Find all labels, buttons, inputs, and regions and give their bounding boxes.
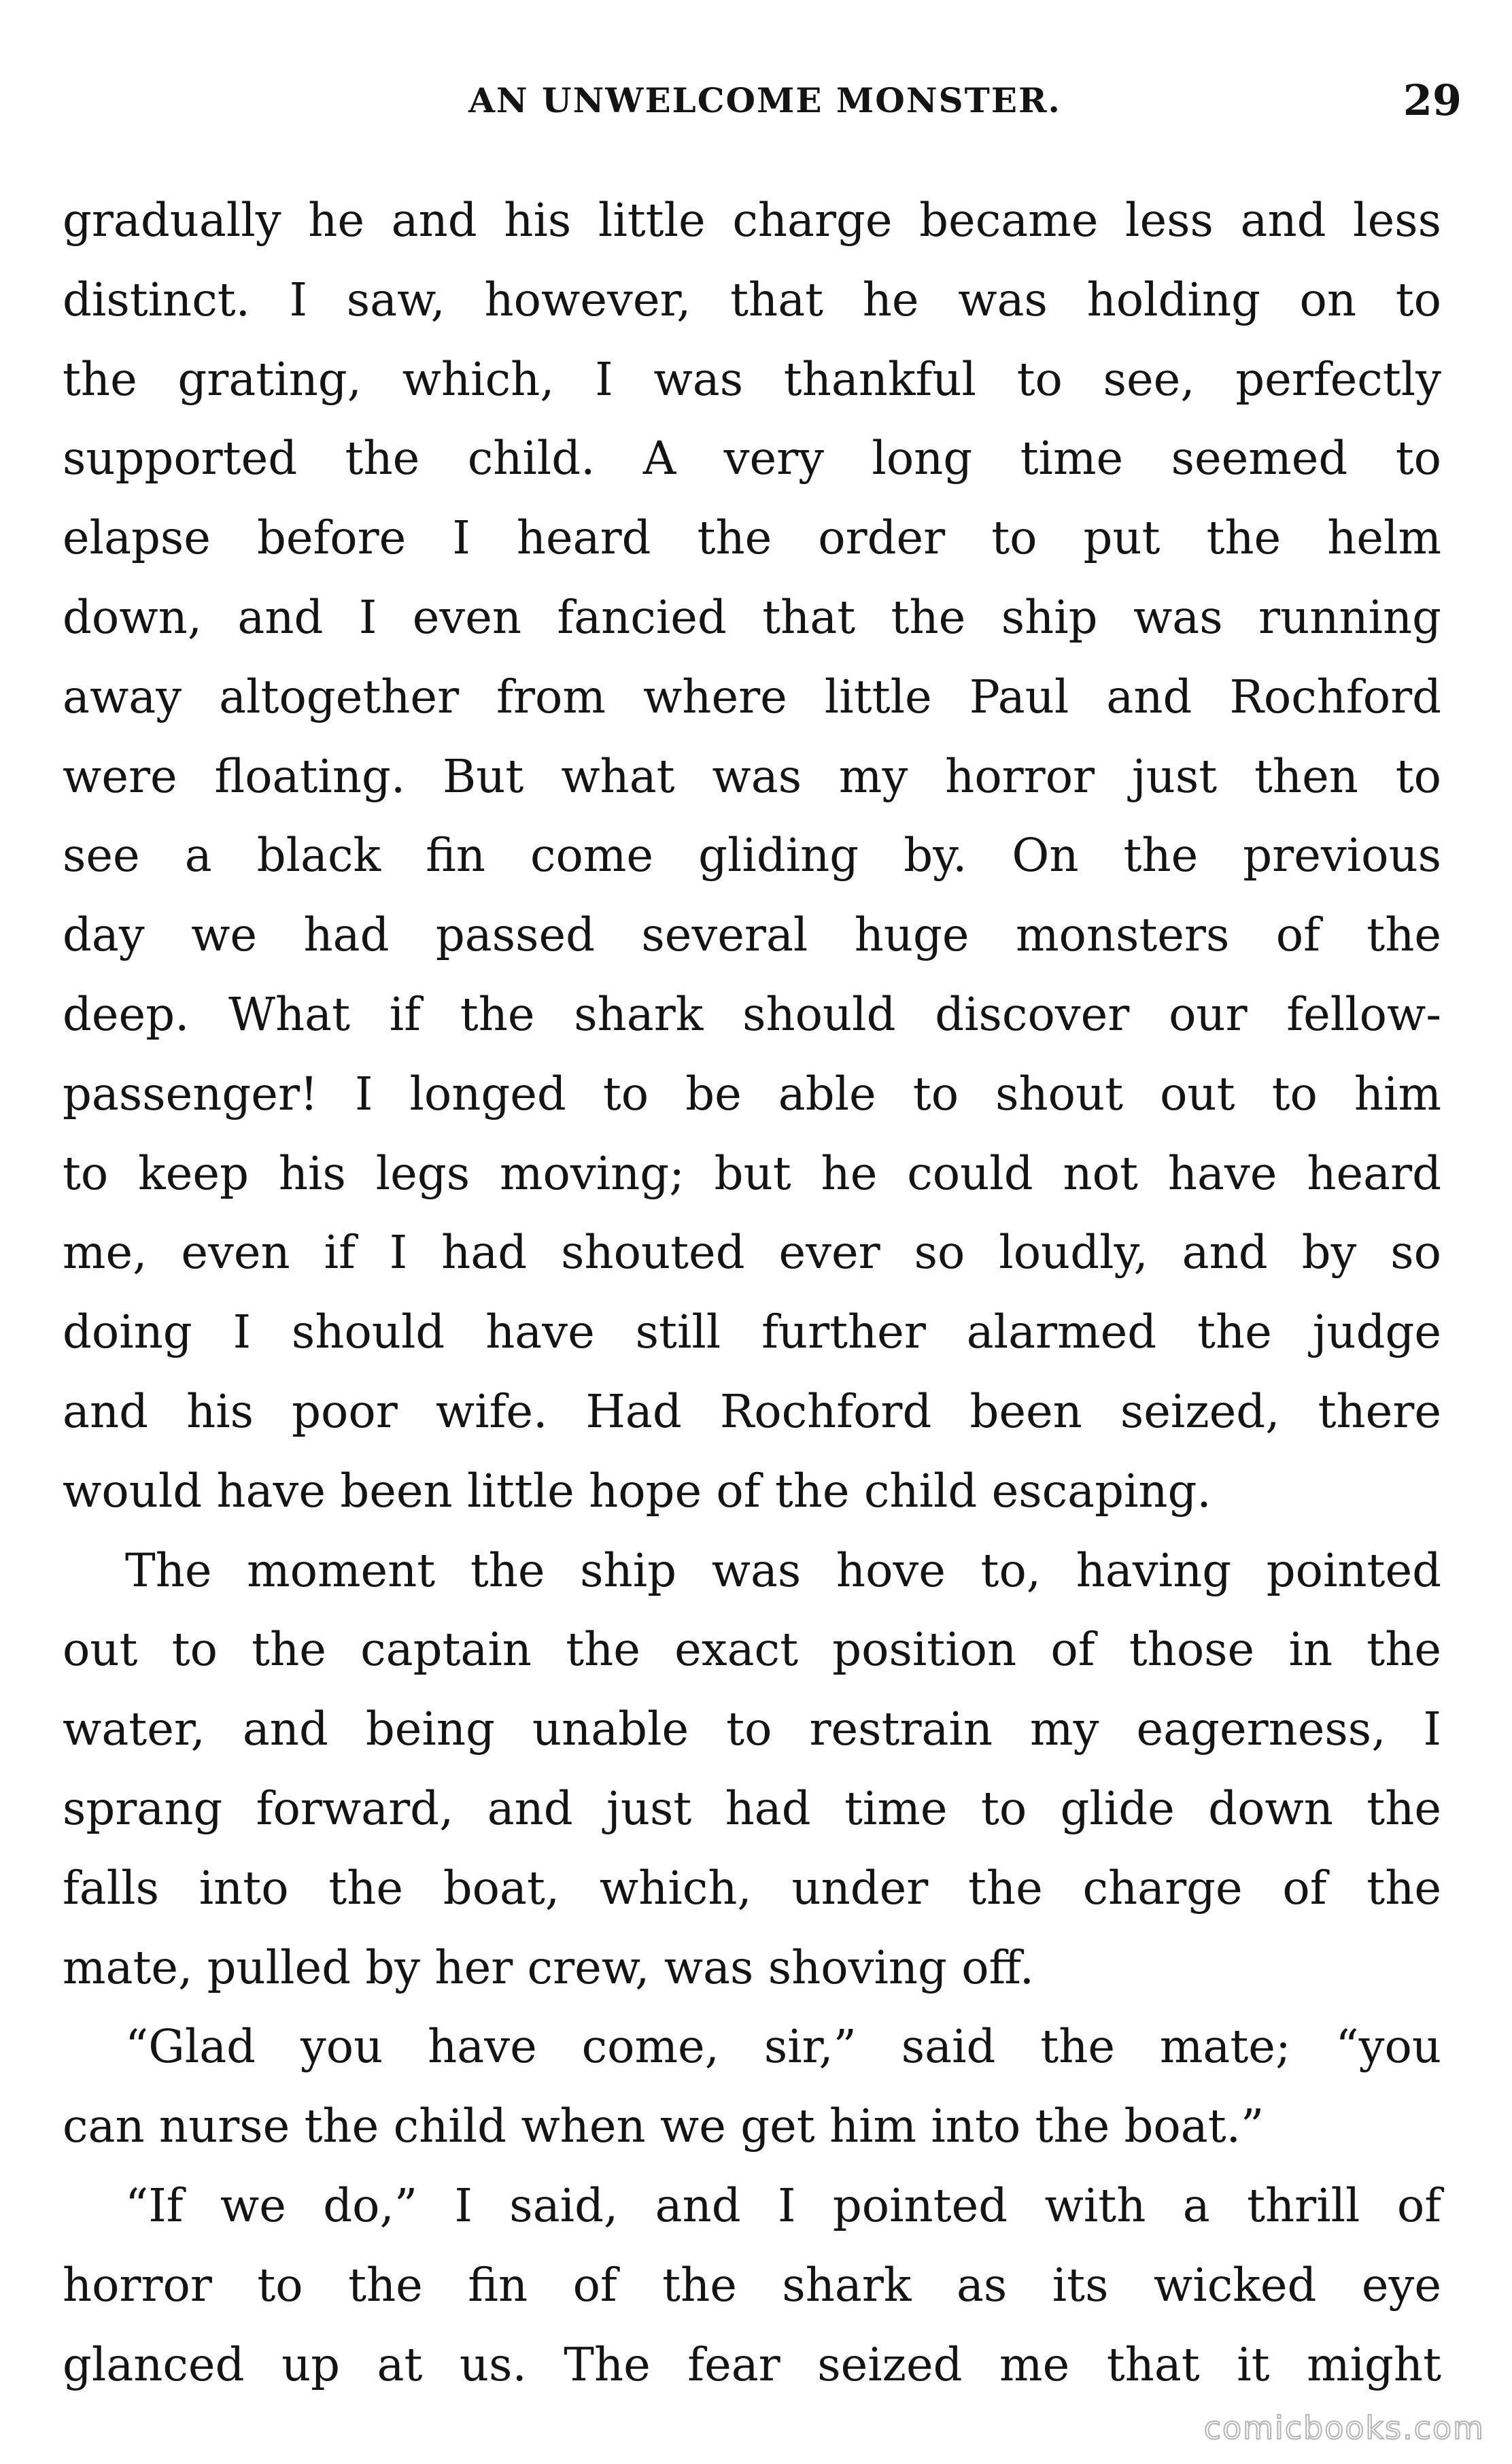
text-line: distinct. I saw, however, that he was holding on to bbox=[63, 273, 1441, 326]
text-line: me, even if I had shouted ever so loudly, and by so bbox=[63, 1226, 1441, 1280]
text-line: down, and I even fancied that the ship was running bbox=[63, 590, 1441, 644]
text-line: “If we do,” I said, and I pointed with a thrill of bbox=[125, 2178, 1441, 2232]
text-line: see a black fin come gliding by. On the previous bbox=[63, 829, 1441, 883]
text-line: horror to the fin of the shark as its wicked eye bbox=[63, 2258, 1441, 2312]
text-line: and his poor wife. Had Rochford been seized, there bbox=[63, 1384, 1441, 1438]
text-line: the grating, which, I was thankful to see, perfectly bbox=[63, 352, 1441, 406]
text-line: sprang forward, and just had time to glide down the bbox=[63, 1781, 1441, 1835]
text-line: “Glad you have come, sir,” said the mate; “you bbox=[125, 2020, 1441, 2074]
text-line: The moment the ship was hove to, having pointed bbox=[125, 1543, 1441, 1597]
text-line: elapse before I heard the order to put the helm bbox=[63, 511, 1441, 565]
text-line: water, and being unable to restrain my eagerness, I bbox=[63, 1702, 1441, 1756]
text-line: day we had passed several huge monsters of the bbox=[63, 908, 1441, 962]
running-title: AN UNWELCOME MONSTER. bbox=[468, 80, 1061, 120]
text-line: deep. What if the shark should discover our fellow- bbox=[63, 987, 1441, 1041]
page-number: 29 bbox=[1403, 75, 1462, 125]
body-text bbox=[63, 181, 1441, 2404]
text-line: would have been little hope of the child escaping. bbox=[63, 1464, 1212, 1518]
text-line: gradually he and his little charge became less and less bbox=[63, 194, 1441, 247]
text-line: falls into the boat, which, under the charge of the bbox=[63, 1861, 1441, 1915]
text-line: out to the captain the exact position of those in the bbox=[63, 1623, 1441, 1677]
text-line: doing I should have still further alarmed the judge bbox=[63, 1305, 1441, 1359]
watermark: comicbooks.com bbox=[1203, 2410, 1485, 2446]
text-line: can nurse the child when we get him into the boat.” bbox=[63, 2100, 1265, 2153]
text-line: to keep his legs moving; but he could not have heard bbox=[63, 1146, 1441, 1200]
text-line: passenger! I longed to be able to shout out to him bbox=[63, 1067, 1441, 1120]
text-line: glanced up at us. The fear seized me that it might bbox=[63, 2338, 1441, 2391]
text-line: away altogether from where little Paul and Rochford bbox=[63, 670, 1441, 723]
text-line: supported the child. A very long time seemed to bbox=[63, 432, 1441, 485]
text-line: were floating. But what was my horror just then to bbox=[63, 749, 1441, 803]
text-line: mate, pulled by her crew, was shoving off. bbox=[63, 1940, 1035, 1994]
running-head bbox=[68, 73, 1462, 128]
